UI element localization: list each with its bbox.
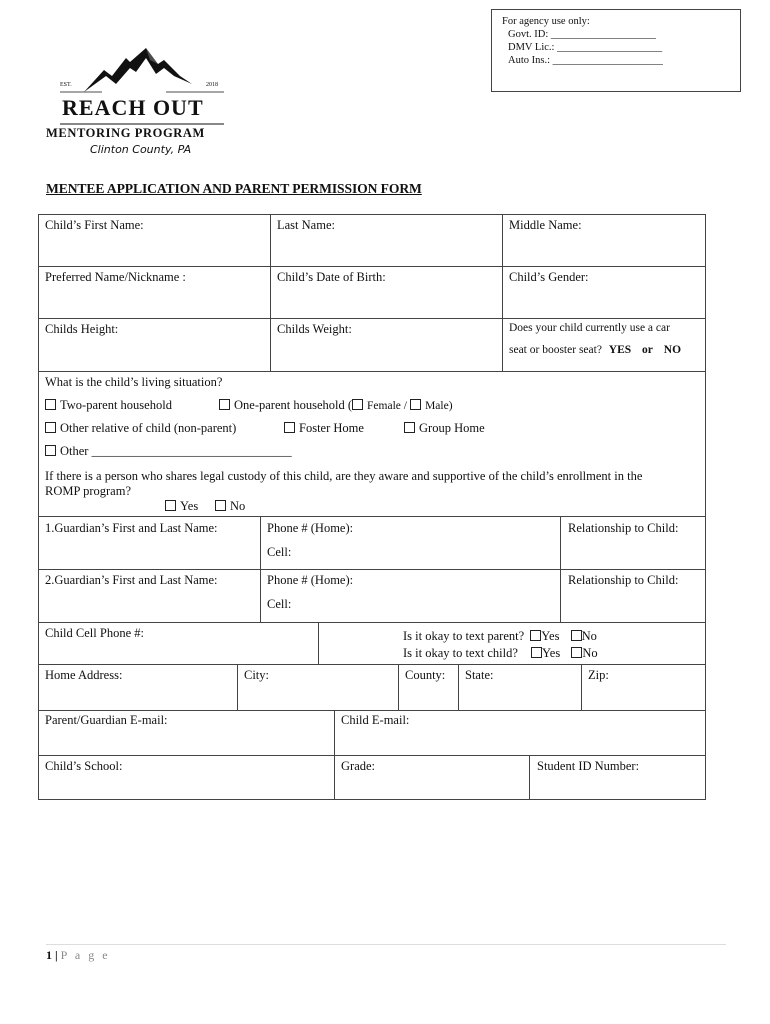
custody-question-line2: ROMP program? bbox=[45, 484, 131, 498]
child-first-name-label: Child’s First Name: bbox=[45, 218, 144, 232]
logo-est: EST. bbox=[60, 82, 72, 88]
custody-question-line1: If there is a person who shares legal custody of this child, are they aware and supportive of the child’s enrollment in the bbox=[45, 469, 643, 483]
other-checkbox[interactable] bbox=[45, 445, 56, 456]
student-id-label: Student ID Number: bbox=[537, 759, 640, 773]
agency-use-box bbox=[491, 9, 741, 92]
group-home-option[interactable]: Group Home bbox=[404, 421, 485, 436]
guardian2-cell-label: Cell: bbox=[267, 597, 292, 611]
dob-label: Child’s Date of Birth: bbox=[277, 270, 386, 284]
two-parent-checkbox[interactable] bbox=[45, 399, 56, 410]
guardian1-relationship-label: Relationship to Child: bbox=[568, 521, 679, 535]
govt-id-line: Govt. ID: ____________________ bbox=[508, 29, 656, 40]
guardian2-name-label: 2.Guardian’s First and Last Name: bbox=[45, 573, 218, 587]
female-checkbox[interactable] bbox=[352, 399, 363, 410]
logo-program: MENTORING PROGRAM bbox=[46, 126, 205, 140]
child-cell-label: Child Cell Phone #: bbox=[45, 626, 144, 640]
one-parent-option[interactable]: One-parent household ( Female / Male) bbox=[219, 398, 453, 413]
county-label: County: bbox=[405, 668, 446, 682]
school-label: Child’s School: bbox=[45, 759, 123, 773]
custody-yes-option[interactable]: Yes bbox=[165, 499, 198, 514]
guardian1-phone-label: Phone # (Home): bbox=[267, 521, 354, 535]
text-child-no-checkbox[interactable] bbox=[571, 647, 582, 658]
parent-email-label: Parent/Guardian E-mail: bbox=[45, 713, 168, 727]
home-address-label: Home Address: bbox=[45, 668, 123, 682]
car-seat-yes[interactable]: YES bbox=[608, 344, 632, 356]
custody-no-checkbox[interactable] bbox=[215, 500, 226, 511]
text-parent-question: Is it okay to text parent? Yes No bbox=[403, 629, 597, 643]
guardian1-name-label: 1.Guardian’s First and Last Name: bbox=[45, 521, 218, 535]
dmv-lic-line: DMV Lic.: ____________________ bbox=[508, 42, 663, 53]
nickname-label: Preferred Name/Nickname : bbox=[45, 270, 186, 284]
reach-out-logo bbox=[46, 46, 246, 164]
group-home-checkbox[interactable] bbox=[404, 422, 415, 433]
guardian2-phone-label: Phone # (Home): bbox=[267, 573, 354, 587]
text-parent-no-checkbox[interactable] bbox=[571, 630, 582, 641]
weight-label: Childs Weight: bbox=[277, 322, 352, 336]
page-separator: | bbox=[55, 948, 58, 962]
custody-no-option[interactable]: No bbox=[215, 499, 245, 514]
page-footer bbox=[46, 948, 110, 963]
other-relative-option[interactable]: Other relative of child (non-parent) bbox=[45, 421, 236, 436]
grade-label: Grade: bbox=[341, 759, 376, 773]
custody-yes-checkbox[interactable] bbox=[165, 500, 176, 511]
other-option[interactable]: Other ________________________________ bbox=[45, 444, 292, 459]
city-label: City: bbox=[244, 668, 270, 682]
logo-name: REACH OUT bbox=[62, 95, 204, 120]
footer-divider bbox=[46, 944, 726, 945]
state-label: State: bbox=[465, 668, 494, 682]
agency-heading: For agency use only: bbox=[502, 16, 590, 27]
form-title: MENTEE APPLICATION AND PARENT PERMISSION FORM bbox=[46, 181, 422, 196]
two-parent-option[interactable]: Two-parent household bbox=[45, 398, 172, 413]
car-seat-question-line2: seat or booster seat? YES or NO bbox=[509, 344, 682, 356]
middle-name-label: Middle Name: bbox=[509, 218, 582, 232]
child-email-label: Child E-mail: bbox=[341, 713, 410, 727]
other-relative-checkbox[interactable] bbox=[45, 422, 56, 433]
auto-ins-line: Auto Ins.: _____________________ bbox=[508, 55, 663, 66]
last-name-label: Last Name: bbox=[277, 218, 335, 232]
car-seat-no[interactable]: NO bbox=[663, 344, 682, 356]
logo-location: Clinton County, PA bbox=[90, 143, 192, 156]
zip-label: Zip: bbox=[588, 668, 609, 682]
height-label: Childs Height: bbox=[45, 322, 119, 336]
one-parent-checkbox[interactable] bbox=[219, 399, 230, 410]
living-situation-question: What is the child’s living situation? bbox=[45, 375, 223, 389]
text-child-question: Is it okay to text child? Yes No bbox=[403, 646, 598, 660]
car-seat-or: or bbox=[642, 344, 653, 356]
gender-label: Child’s Gender: bbox=[509, 270, 589, 284]
guardian1-cell-label: Cell: bbox=[267, 545, 292, 559]
male-checkbox[interactable] bbox=[410, 399, 421, 410]
text-parent-yes-checkbox[interactable] bbox=[530, 630, 541, 641]
page-number: 1 bbox=[46, 948, 52, 962]
guardian2-relationship-label: Relationship to Child: bbox=[568, 573, 679, 587]
foster-home-option[interactable]: Foster Home bbox=[284, 421, 364, 436]
foster-home-checkbox[interactable] bbox=[284, 422, 295, 433]
logo-year: 2018 bbox=[206, 82, 218, 88]
page-word: P a g e bbox=[60, 948, 111, 962]
car-seat-question-line1: Does your child currently use a car bbox=[509, 322, 670, 334]
text-child-yes-checkbox[interactable] bbox=[531, 647, 542, 658]
